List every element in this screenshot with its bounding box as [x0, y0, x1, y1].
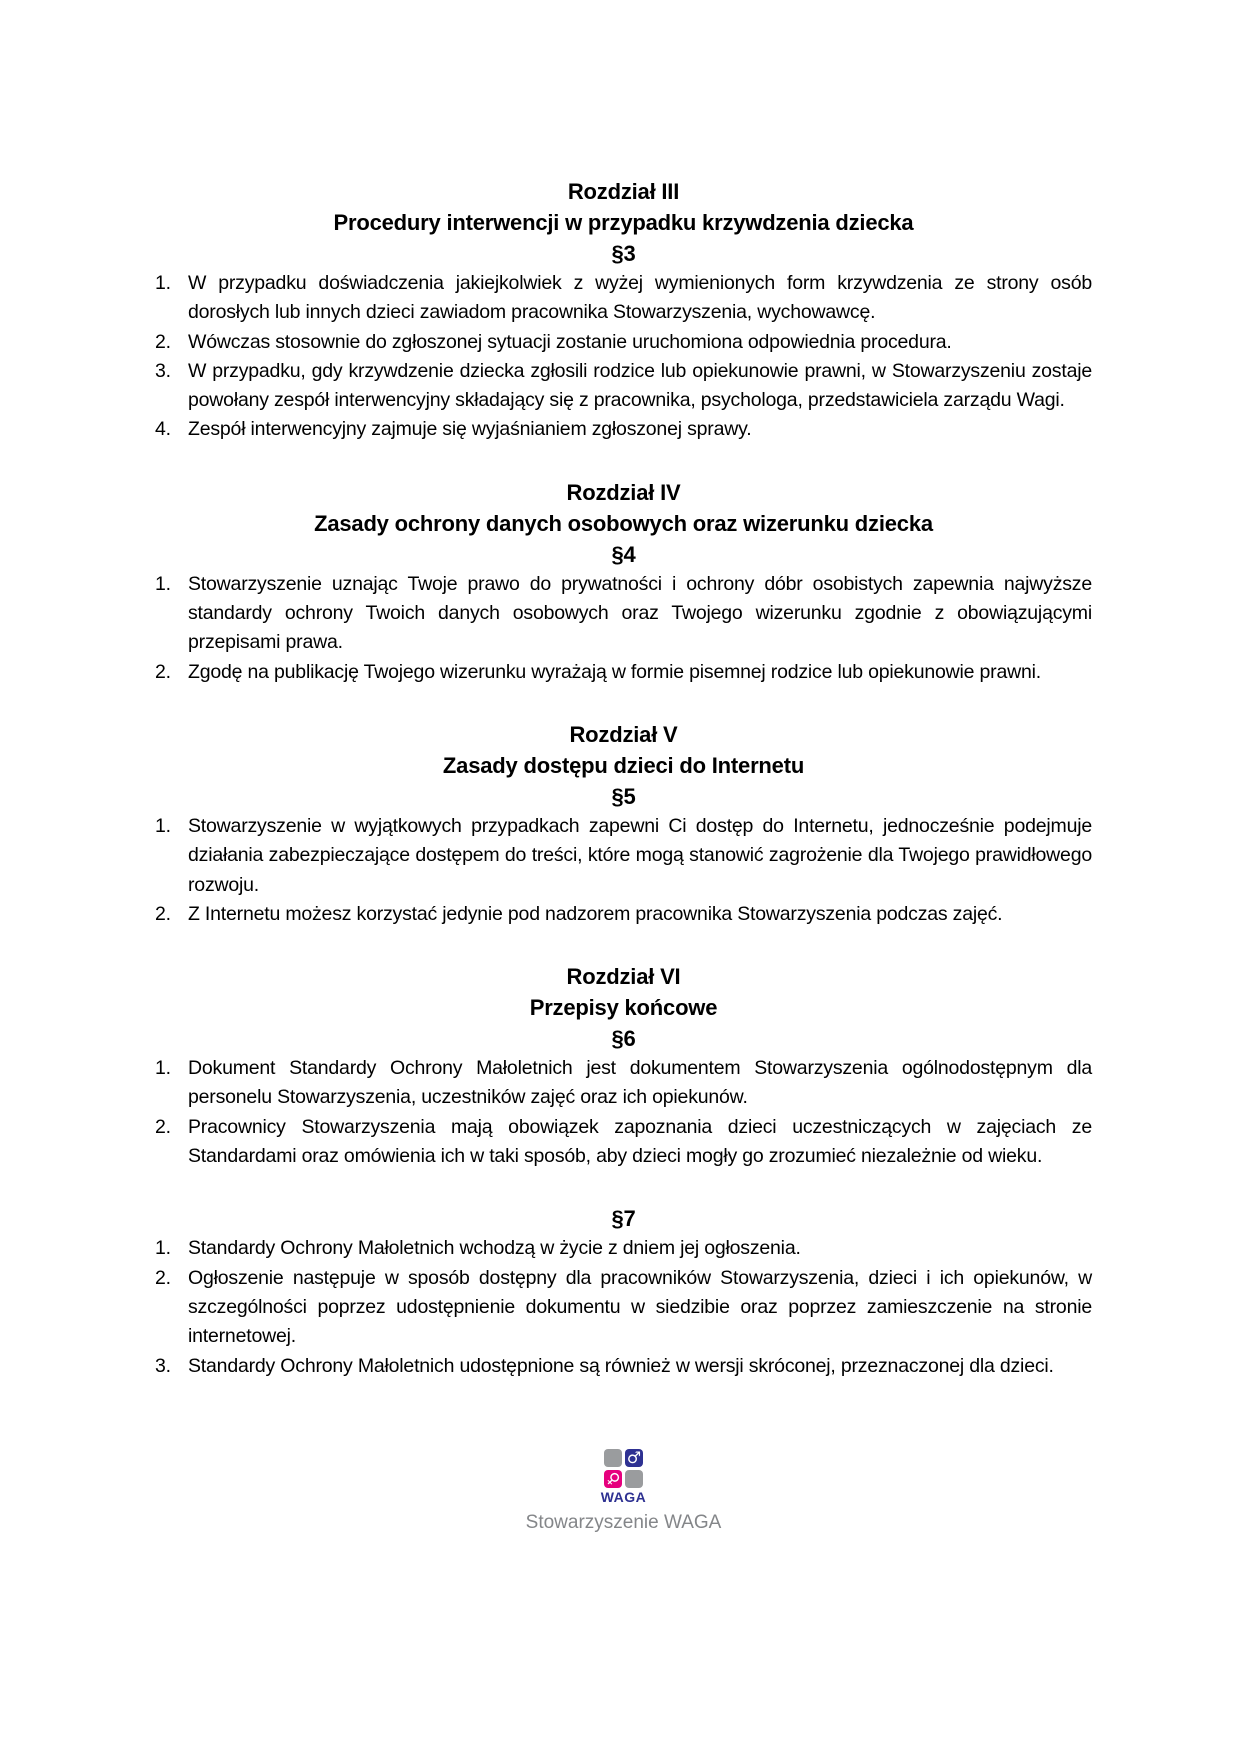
numbered-list [155, 269, 1092, 445]
item-number: 1. [155, 814, 171, 837]
list-item [155, 1054, 1092, 1113]
logo-grid [155, 1449, 1092, 1488]
list-item [155, 658, 1092, 687]
item-number: 2. [155, 902, 171, 925]
list-item [155, 269, 1092, 328]
item-number: 1. [155, 272, 171, 294]
list-item [155, 1352, 1092, 1381]
section-paragraf-7 [155, 1203, 1092, 1380]
female-icon [602, 1467, 625, 1490]
chapter-title: Zasady ochrony danych osobowych oraz wizerunku dziecka [314, 510, 933, 536]
item-number: 2. [155, 330, 171, 353]
footer-org-name: Stowarzyszenie WAGA [525, 1512, 722, 1534]
item-text: W przypadku doświadczenia jakiejkolwiek z wyżej wymienionych form krzywdzenia ze strony osób dorosłych lub innych dzieci zawiadom pracownika Stowarzyszenia, wychowawcę. [188, 272, 1092, 324]
logo-square-gray-top-left [604, 1449, 622, 1467]
list-item [155, 1113, 1092, 1172]
section-rozdzial-4 [155, 477, 1092, 687]
paragraph-number: §5 [611, 783, 636, 809]
waga-logo [155, 1449, 1092, 1505]
list-item [155, 570, 1092, 658]
item-text: Pracownicy Stowarzyszenia mają obowiązek zapoznania dzieci uczestniczących w zajęciach ze Standardami oraz omówienia ich w taki sposób, aby dzieci mogły go zrozumieć niezależnie od wieku. [188, 1115, 1092, 1168]
item-text: Zgodę na publikację Twojego wizerunku wyrażają w formie pisemnej rodzice lub opiekunowie prawni. [188, 660, 1041, 683]
numbered-list [155, 812, 1092, 929]
item-number: 1. [155, 1237, 171, 1260]
item-text: Stowarzyszenie uznając Twoje prawo do prywatności i ochrony dóbr osobistych zapewnia najwyższe standardy ochrony Twoich danych osobowych oraz Twojego wizerunku zgodnie z obowiązującymi przepisami prawa. [188, 572, 1092, 654]
list-item [155, 1234, 1092, 1263]
female-symbol-glyph: ♀ [602, 1467, 625, 1490]
list-item [155, 415, 1092, 444]
logo-square-gray-bottom-right [625, 1470, 643, 1488]
item-text: Standardy Ochrony Małoletnich udostępnione są również w wersji skróconej, przeznaczonej dla dzieci. [188, 1354, 1054, 1377]
item-text: Ogłoszenie następuje w sposób dostępny dla pracowników Stowarzyszenia, dzieci i ich opiekunów, w szczególności poprzez udostępnienie dokumentu w siedzibie oraz poprzez zamieszczenie na stronie internetowej. [188, 1266, 1092, 1348]
section-rozdzial-6 [155, 961, 1092, 1171]
item-number: 4. [155, 418, 171, 441]
chapter-heading: Rozdział VI [566, 964, 681, 990]
male-icon [625, 1449, 643, 1467]
numbered-list [155, 570, 1092, 687]
paragraph-number: §7 [611, 1206, 636, 1232]
item-text: W przypadku, gdy krzywdzenie dziecka zgłosili rodzice lub opiekunowie prawni, w Stowarzyszeniu zostaje powołany zespół interwencyjny składający się z pracownika, psychologa, przedstawiciela zarządu Wagi. [188, 359, 1092, 412]
item-number: 2. [155, 1115, 171, 1138]
item-number: 2. [155, 1266, 171, 1289]
list-item [155, 812, 1092, 900]
paragraph-number: §6 [611, 1026, 636, 1052]
chapter-heading: Rozdział III [567, 179, 680, 204]
item-number: 3. [155, 1354, 171, 1377]
item-text: Wówczas stosownie do zgłoszonej sytuacji zostanie uruchomiona odpowiednia procedura. [188, 330, 952, 353]
chapter-title: Zasady dostępu dzieci do Internetu [442, 752, 805, 778]
item-number: 3. [155, 359, 171, 382]
chapter-heading: Rozdział V [569, 721, 678, 747]
item-text: Stowarzyszenie w wyjątkowych przypadkach zapewni Ci dostęp do Internetu, jednocześnie podejmuje działania zabezpieczające dostępem do treści, które mogą stanowić zagrożenie dla Twojego prawidłowego rozwoju. [188, 814, 1092, 896]
logo-wordmark: WAGA [600, 1488, 647, 1505]
male-symbol-glyph: ♂ [626, 1447, 642, 1467]
list-item [155, 357, 1092, 416]
item-number: 1. [155, 1057, 171, 1080]
section-rozdzial-5 [155, 719, 1092, 929]
paragraph-number: §4 [611, 541, 636, 567]
numbered-list [155, 1234, 1092, 1380]
footer [155, 1449, 1092, 1535]
item-number: 2. [155, 660, 171, 683]
item-text: Z Internetu możesz korzystać jedynie pod nadzorem pracownika Stowarzyszenia podczas zajęć. [188, 902, 1003, 925]
paragraph-number: §3 [611, 241, 636, 266]
list-item [155, 900, 1092, 929]
numbered-list [155, 1054, 1092, 1171]
list-item [155, 1264, 1092, 1352]
item-text: Zespół interwencyjny zajmuje się wyjaśnianiem zgłoszonej sprawy. [188, 418, 752, 441]
list-item [155, 328, 1092, 357]
item-text: Dokument Standardy Ochrony Małoletnich jest dokumentem Stowarzyszenia ogólnodostępnym dla personelu Stowarzyszenia, uczestników zajęć oraz ich opiekunów. [188, 1057, 1092, 1109]
chapter-title: Przepisy końcowe [529, 995, 718, 1021]
item-text: Standardy Ochrony Małoletnich wchodzą w życie z dniem jej ogłoszenia. [188, 1237, 801, 1260]
chapter-title: Procedury interwencji w przypadku krzywdzenia dziecka [333, 210, 914, 235]
item-number: 1. [155, 572, 171, 595]
chapter-heading: Rozdział IV [566, 479, 681, 505]
section-rozdzial-3 [155, 176, 1092, 445]
